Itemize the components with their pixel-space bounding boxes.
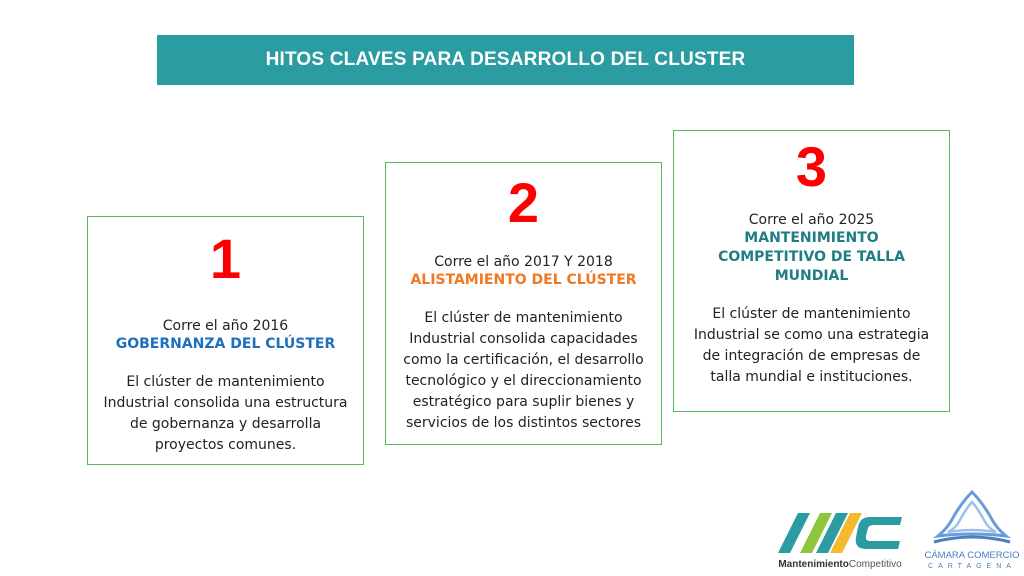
description-line: Industrial consolida capacidades: [409, 331, 638, 347]
milestone-headline: [674, 229, 949, 286]
milestone-headline: [88, 335, 363, 354]
description-line: de integración de empresas de: [702, 348, 921, 364]
description-line: proyectos comunes.: [154, 437, 297, 453]
milestone-description: [674, 304, 949, 388]
milestone-headline-line: MUNDIAL: [774, 268, 849, 284]
milestone-card-2: [385, 162, 662, 445]
milestone-card-3: [673, 130, 950, 412]
description-line: El clúster de mantenimiento: [126, 374, 325, 390]
description-line: Industrial consolida una estructura: [103, 395, 348, 411]
mantenimiento-competitivo-logo: [770, 507, 910, 573]
camara-comercio-logo-icon: [924, 488, 1020, 550]
milestone-year: Corre el año 2017 Y 2018: [434, 254, 613, 270]
description-line: servicios de los distintos sectores: [405, 415, 642, 431]
milestone-number: 2: [507, 171, 540, 234]
description-line: como la certificación, el desarrollo: [403, 352, 644, 368]
milestone-headline-line: ALISTAMIENTO DEL CLÚSTER: [410, 272, 637, 288]
page-title: HITOS CLAVES PARA DESARROLLO DEL CLUSTER: [157, 35, 854, 85]
milestone-description: [386, 308, 661, 434]
mc-logo-icon: [770, 507, 910, 557]
mc-logo-text-light: Competitivo: [848, 559, 902, 570]
milestone-description: [88, 372, 363, 456]
milestone-card-1: [87, 216, 364, 465]
milestone-headline: [386, 271, 661, 290]
milestone-number: 3: [795, 135, 828, 198]
description-line: de gobernanza y desarrolla: [129, 416, 322, 432]
milestone-headline-line: GOBERNANZA DEL CLÚSTER: [115, 336, 336, 352]
milestone-year: Corre el año 2025: [748, 212, 875, 228]
description-line: El clúster de mantenimiento: [712, 306, 911, 322]
description-line: tecnológico y el direccionamiento: [405, 373, 642, 389]
milestone-number: 1: [209, 227, 242, 290]
description-line: El clúster de mantenimiento: [424, 310, 623, 326]
description-line: talla mundial e instituciones.: [710, 369, 913, 385]
camara-comercio-name: CÁMARA COMERCIO: [924, 550, 1020, 561]
description-line: Industrial se como una estrategia: [693, 327, 930, 343]
description-line: estratégico para suplir bienes y: [412, 394, 635, 410]
milestone-headline-line: MANTENIMIENTO: [744, 230, 879, 246]
camara-comercio-city: CARTAGENA: [928, 563, 1016, 570]
camara-comercio-logo: [924, 488, 1020, 574]
mc-logo-text-bold: Mantenimiento: [778, 559, 849, 570]
milestone-year: Corre el año 2016: [162, 318, 289, 334]
milestone-headline-line: COMPETITIVO DE TALLA: [718, 249, 905, 265]
